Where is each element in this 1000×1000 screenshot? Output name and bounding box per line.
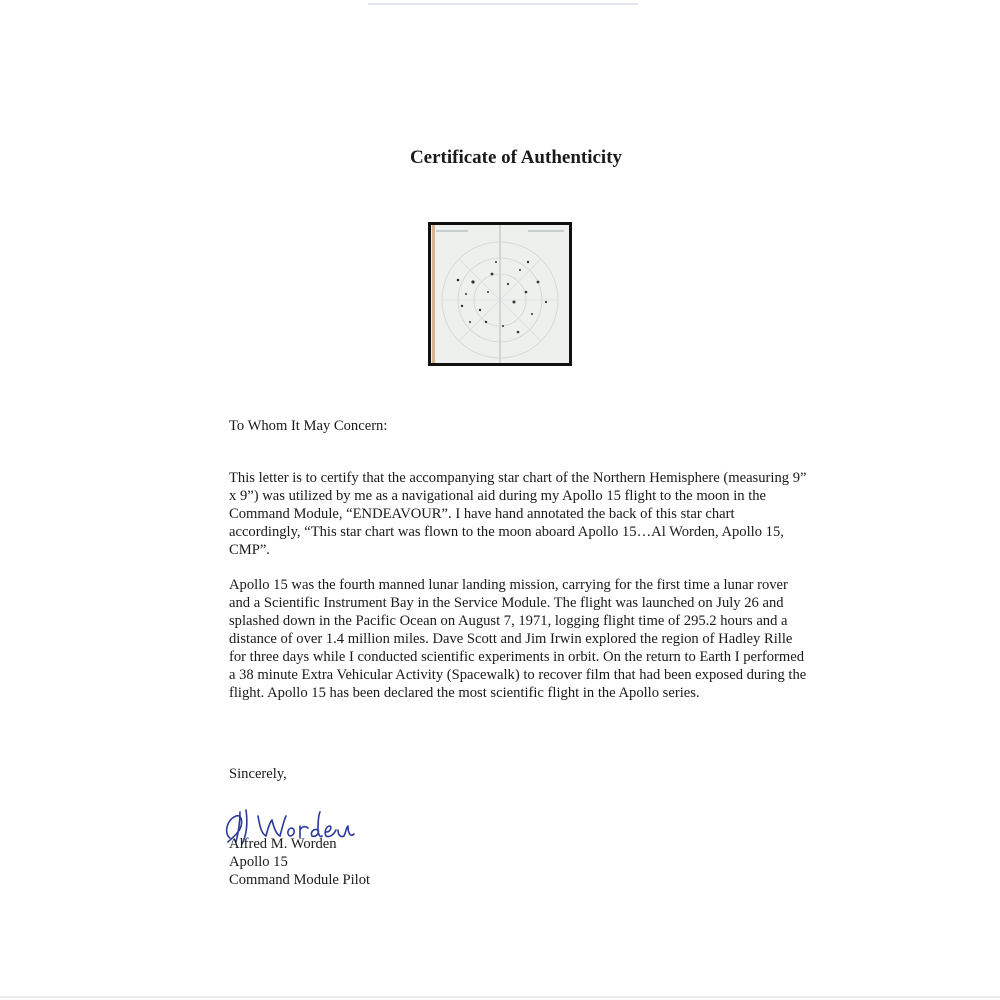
star-chart-graphic: [428, 222, 572, 366]
signer-mission: Apollo 15: [229, 854, 288, 870]
signer-name: Alfred M. Worden: [229, 836, 337, 852]
salutation: To Whom It May Concern:: [229, 418, 388, 434]
closing: Sincerely,: [229, 766, 287, 782]
top-divider: [368, 3, 638, 5]
body-paragraph: This letter is to certify that the accompanying star chart of the Northern Hemisphere (measuring 9” x 9”) was utilized by me as a navigational aid during my Apollo 15 flight to the moon in the Command Module, “ENDEAVOUR”. I have hand annotated the back of this star chart accordingly, “This star chart was flown to the moon aboard Apollo 15…Al Worden, Apollo 15, CMP”.: [229, 470, 807, 558]
page-title: Certificate of Authenticity: [409, 147, 623, 168]
signature-block: [229, 835, 370, 889]
body-paragraph: Apollo 15 was the fourth manned lunar landing mission, carrying for the first time a lunar rover and a Scientific Instrument Bay in the Service Module. The flight was launched on July 26 and splashed down in the Pacific Ocean on August 7, 1971, logging flight time of 295.2 hours and a distance of over 1.4 million miles. Dave Scott and Jim Irwin explored the region of Hadley Rille for three days while I conducted scientific experiments in orbit. On the return to Earth I performed a 38 minute Extra Vehicular Activity (Spacewalk) to recover film that had been exposed during the flight. Apollo 15 has been declared the most scientific flight in the Apollo series.: [229, 577, 807, 701]
star-chart-image: [428, 222, 572, 366]
signer-role: Command Module Pilot: [229, 872, 371, 888]
bottom-divider: [0, 996, 1000, 998]
